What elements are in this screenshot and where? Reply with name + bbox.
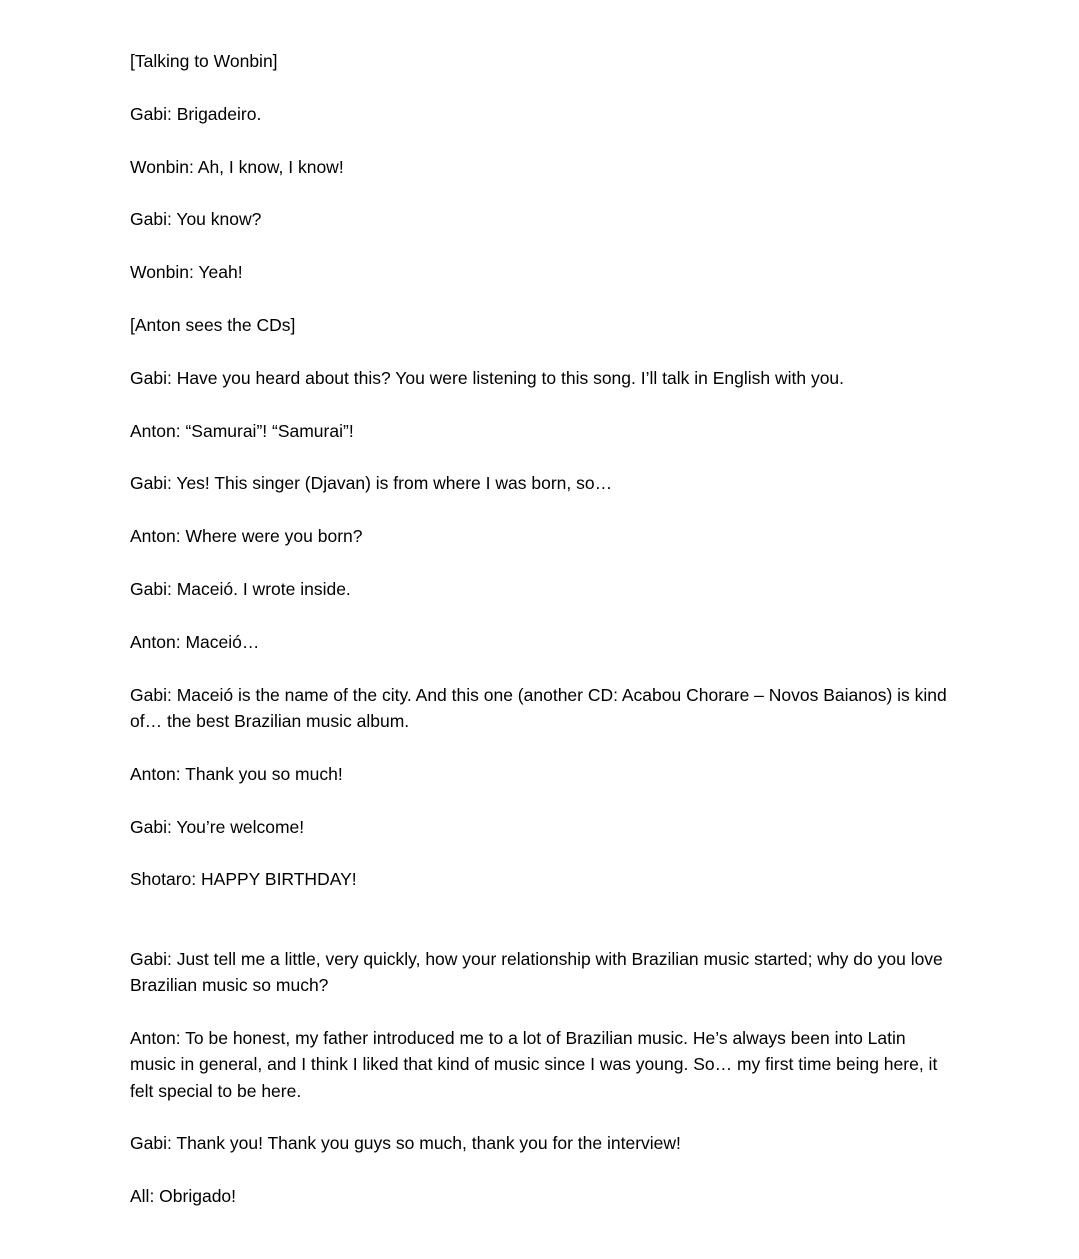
- transcript-paragraph: Gabi: Just tell me a little, very quickly, how your relationship with Brazilian music started; why do you love Brazilian music so much?: [130, 948, 943, 995]
- transcript-paragraph: Anton: Thank you so much!: [130, 763, 343, 784]
- transcript-paragraph: Gabi: Maceió is the name of the city. And this one (another CD: Acabou Chorare – Novos Baianos) is kind of… the best Brazilian music album.: [130, 684, 947, 731]
- transcript-paragraph: Gabi: Have you heard about this? You were listening to this song. I’ll talk in English with you.: [130, 367, 845, 388]
- transcript-paragraph: Anton: Maceió…: [130, 631, 260, 652]
- transcript-paragraph: [Talking to Wonbin]: [130, 51, 278, 71]
- transcript-paragraph: Anton: Where were you born?: [130, 526, 363, 547]
- transcript-content: [130, 48, 952, 1236]
- transcript-paragraph: Anton: To be honest, my father introduced me to a lot of Brazilian music. He’s always been into Latin music in general, and I think I liked that kind of music since I was young. So… my first time being here, it felt special to be here.: [130, 1027, 938, 1101]
- transcript-paragraph: Gabi: Brigadeiro.: [130, 103, 262, 124]
- transcript-paragraph: Gabi: Thank you! Thank you guys so much, thank you for the interview!: [130, 1133, 681, 1154]
- transcript-paragraph: Anton: “Samurai”! “Samurai”!: [130, 420, 354, 441]
- transcript-paragraph: Wonbin: Yeah!: [130, 262, 243, 283]
- transcript-paragraph: Wonbin: Ah, I know, I know!: [130, 156, 344, 177]
- transcript-paragraph: [Anton sees the CDs]: [130, 314, 296, 335]
- transcript-paragraph: Gabi: Maceió. I wrote inside.: [130, 578, 351, 599]
- transcript-paragraph: Gabi: You’re welcome!: [130, 816, 305, 837]
- transcript-paragraph: Shotaro: HAPPY BIRTHDAY!: [130, 869, 357, 890]
- transcript-paragraph: Gabi: Yes! This singer (Djavan) is from where I was born, so…: [130, 473, 613, 494]
- transcript-paragraph: [130, 919, 952, 945]
- transcript-paragraph: All: Obrigado!: [130, 1186, 237, 1207]
- transcript-paragraph: Gabi: You know?: [130, 209, 262, 230]
